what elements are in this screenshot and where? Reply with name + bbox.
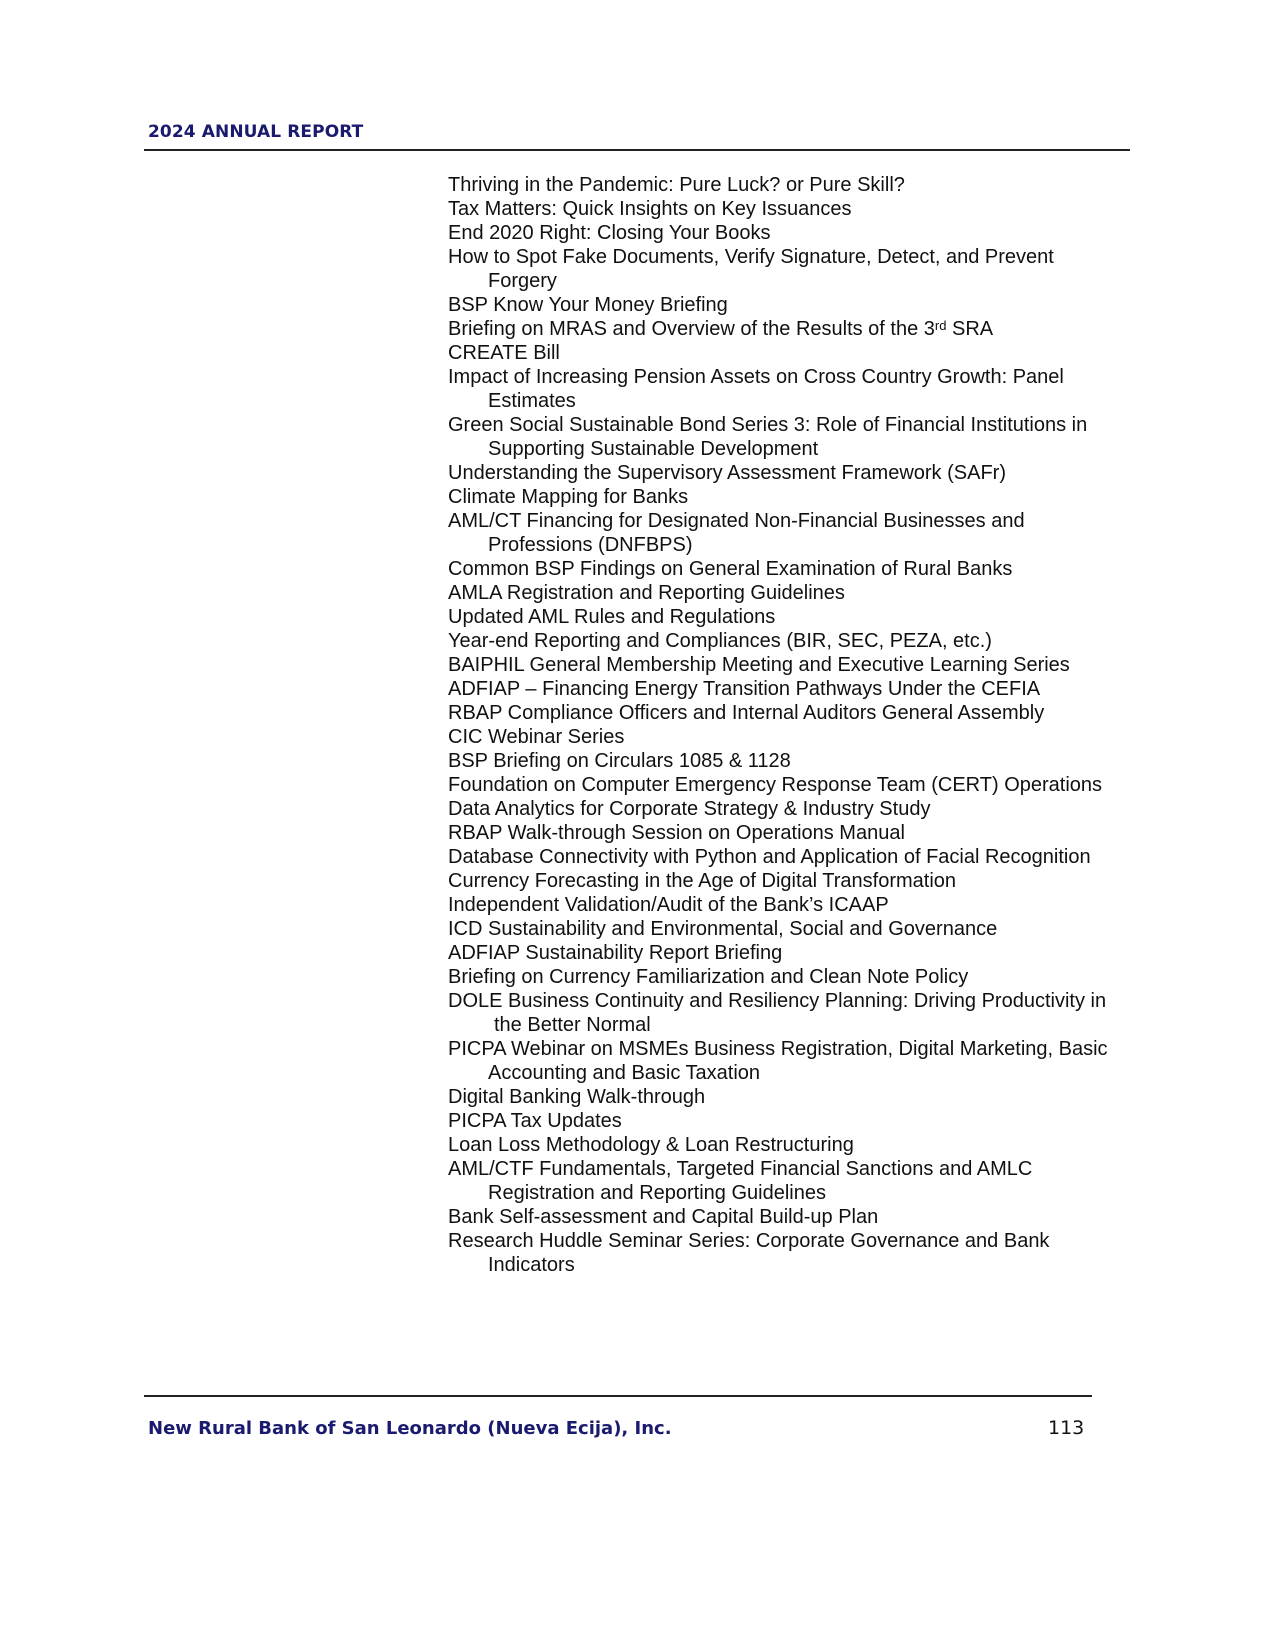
training-item: PICPA Webinar on MSMEs Business Registration, Digital Marketing, Basic Accounting and Basic Taxation <box>448 1038 1108 1084</box>
training-item: Thriving in the Pandemic: Pure Luck? or Pure Skill? <box>448 174 905 196</box>
training-item: DOLE Business Continuity and Resiliency Planning: Driving Productivity in the Better Normal <box>448 990 1107 1036</box>
training-item: PICPA Tax Updates <box>448 1110 622 1132</box>
training-item: Digital Banking Walk-through <box>448 1086 706 1108</box>
training-item: AML/CTF Fundamentals, Targeted Financial Sanctions and AMLC Registration and Reporting Guidelines <box>448 1158 1033 1204</box>
training-item: ADFIAP – Financing Energy Transition Pathways Under the CEFIA <box>448 678 1041 700</box>
page-number: 113 <box>1048 1417 1085 1439</box>
training-item: AML/CT Financing for Designated Non-Financial Businesses and Professions (DNFBPS) <box>448 510 1025 556</box>
training-item: Impact of Increasing Pension Assets on Cross Country Growth: Panel Estimates <box>448 366 1064 412</box>
training-item: ADFIAP Sustainability Report Briefing <box>448 942 783 964</box>
training-item: BSP Briefing on Circulars 1085 & 1128 <box>448 750 791 772</box>
training-item: Bank Self-assessment and Capital Build-up Plan <box>448 1206 879 1228</box>
training-item: Climate Mapping for Banks <box>448 486 689 508</box>
training-item: Research Huddle Seminar Series: Corporate Governance and Bank Indicators <box>448 1230 1050 1276</box>
report-header-title: 2024 ANNUAL REPORT <box>148 122 364 142</box>
training-item: BAIPHIL General Membership Meeting and Executive Learning Series <box>448 654 1070 676</box>
training-list <box>448 173 1128 1277</box>
footer-divider <box>144 1395 1092 1397</box>
training-item: CIC Webinar Series <box>448 726 625 748</box>
training-item: ICD Sustainability and Environmental, Social and Governance <box>448 918 998 940</box>
training-item-text: Briefing on MRAS and Overview of the Results of the 3 <box>448 318 935 340</box>
training-item: Data Analytics for Corporate Strategy & Industry Study <box>448 798 931 820</box>
training-item: Foundation on Computer Emergency Response Team (CERT) Operations <box>448 774 1103 796</box>
training-item: RBAP Compliance Officers and Internal Auditors General Assembly <box>448 702 1045 724</box>
header-divider <box>144 149 1130 151</box>
training-item: Briefing on Currency Familiarization and Clean Note Policy <box>448 966 969 988</box>
training-item: End 2020 Right: Closing Your Books <box>448 222 771 244</box>
training-item: Green Social Sustainable Bond Series 3: Role of Financial Institutions in Supporting Sustainable Development <box>448 414 1088 460</box>
training-item <box>448 317 1128 341</box>
training-item: Understanding the Supervisory Assessment Framework (SAFr) <box>448 462 1006 484</box>
training-item: Loan Loss Methodology & Loan Restructuring <box>448 1134 854 1156</box>
training-item: Year-end Reporting and Compliances (BIR, SEC, PEZA, etc.) <box>448 630 992 652</box>
training-item: How to Spot Fake Documents, Verify Signature, Detect, and Prevent Forgery <box>448 246 1054 292</box>
training-item: RBAP Walk-through Session on Operations Manual <box>448 822 905 844</box>
ordinal-superscript: rd <box>934 318 947 333</box>
training-item: Common BSP Findings on General Examination of Rural Banks <box>448 558 1013 580</box>
training-item: CREATE Bill <box>448 342 560 364</box>
training-item: BSP Know Your Money Briefing <box>448 294 728 316</box>
training-item: Tax Matters: Quick Insights on Key Issuances <box>448 198 852 220</box>
training-item-text: SRA <box>946 318 994 340</box>
training-item: AMLA Registration and Reporting Guidelines <box>448 582 845 604</box>
footer-bank-name: New Rural Bank of San Leonardo (Nueva Ecija), Inc. <box>148 1418 672 1439</box>
training-item: Database Connectivity with Python and Application of Facial Recognition <box>448 846 1091 868</box>
training-item: Independent Validation/Audit of the Bank’s ICAAP <box>448 894 889 916</box>
training-item: Updated AML Rules and Regulations <box>448 606 776 628</box>
training-item: Currency Forecasting in the Age of Digital Transformation <box>448 870 957 892</box>
